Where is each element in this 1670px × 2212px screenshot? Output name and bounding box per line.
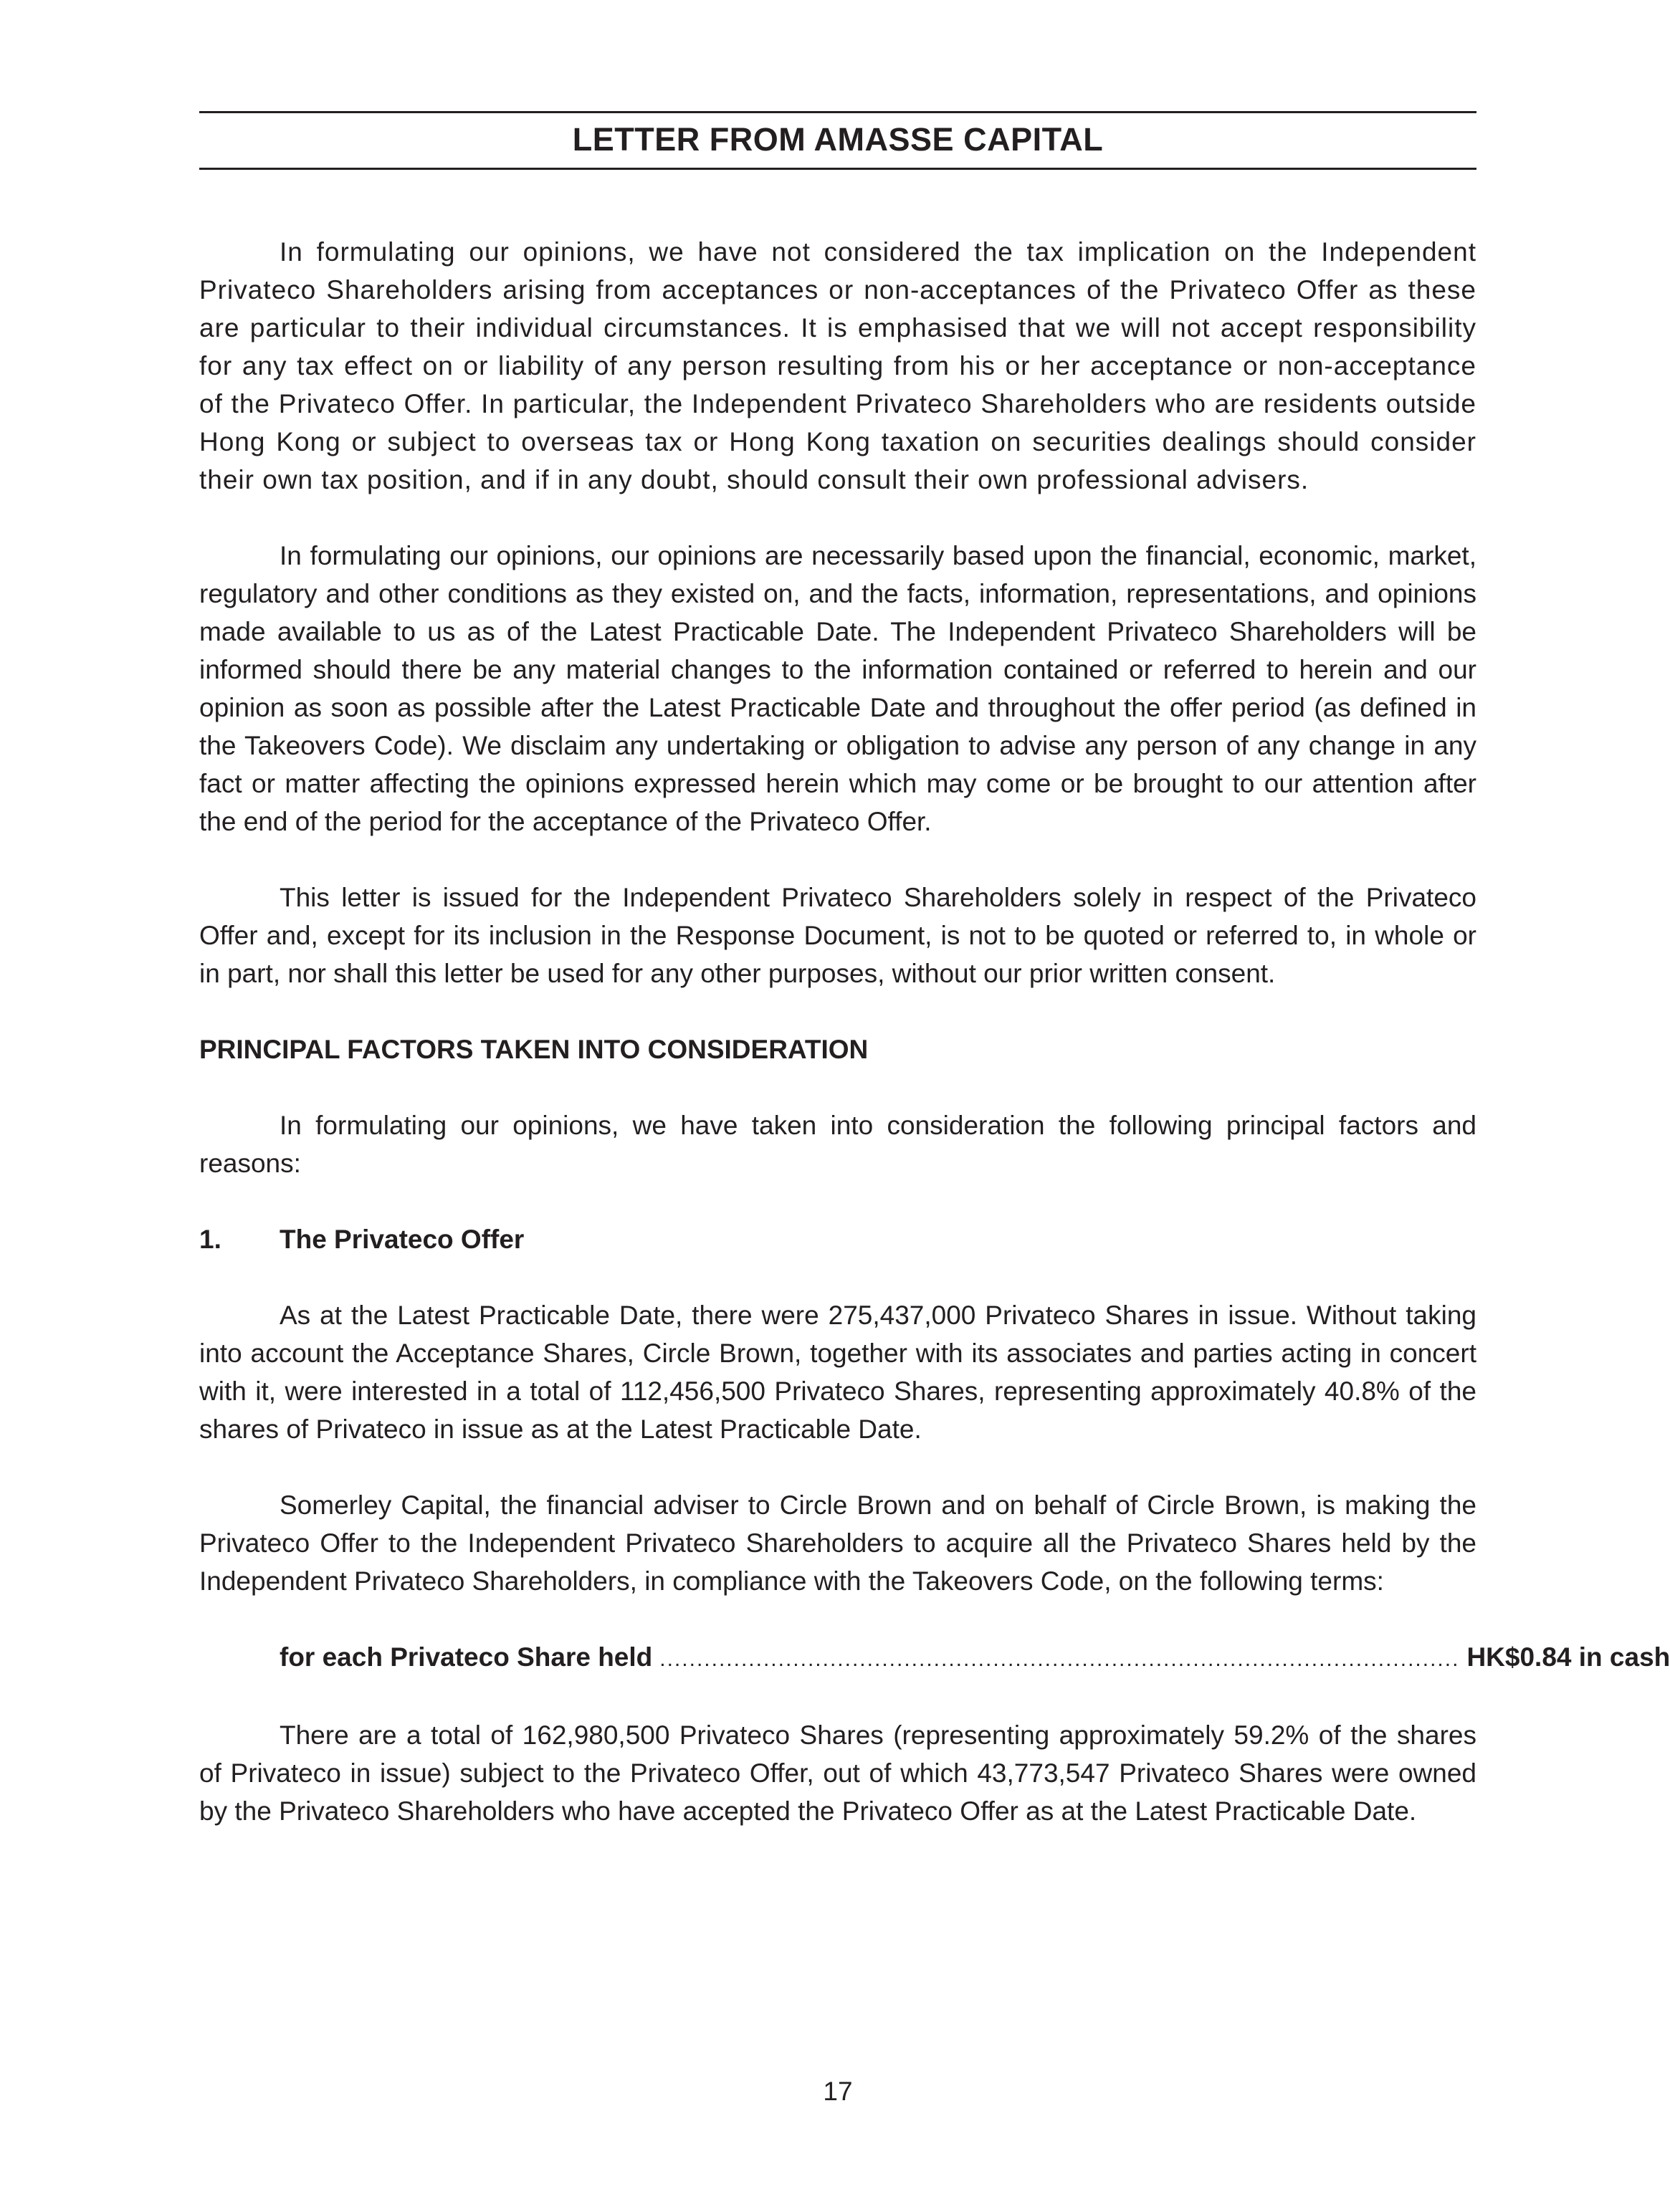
paragraph-shares-subject-to-offer: There are a total of 162,980,500 Privateco Shares (representing approximately 59.2% of the shares of Privateco in issue) subject to the Privateco Offer, out of which 43,773,547 Privateco Shares were owned by the Privateco Shareholders who have accepted the Privateco Offer as at the Latest Practicable Date. [199, 1720, 1476, 1826]
paragraph-basis-of-opinion: In formulating our opinions, our opinions are necessarily based upon the financial, economic, market, regulatory and other conditions as they existed on, and the facts, information, representations, and opinions made available to us as of the Latest Practicable Date. The Independent Privateco Shareholders will be informed should there be any material changes to the information contained or referred to herein and our opinion as soon as possible after the Latest Practicable Date and throughout the offer period (as defined in the Takeovers Code). We disclaim any undertaking or obligation to advise any person of any change in any fact or matter affecting the opinions expressed herein which may come or be brought to our attention after the end of the period for the acceptance of the Privateco Offer. [199, 541, 1476, 836]
item-heading [199, 1220, 1476, 1258]
section-title: PRINCIPAL FACTORS TAKEN INTO CONSIDERATION [199, 1035, 869, 1064]
item-title: The Privateco Offer [280, 1225, 525, 1254]
paragraph-offer-terms-intro: Somerley Capital, the financial adviser to Circle Brown and on behalf of Circle Brown, is making the Privateco Offer to the Independent Privateco Shareholders to acquire all the Privateco Shares held by the Independent Privateco Shareholders, in compliance with the Takeovers Code, on the following terms: [199, 1490, 1476, 1596]
page-number: 17 [823, 2077, 853, 2106]
offer-price: HK$0.84 in cash [1466, 1642, 1670, 1672]
offer-terms-line [280, 1638, 1670, 1678]
paragraph-tax-implication: In formulating our opinions, we have not considered the tax implication on the Independent Privateco Shareholders arising from acceptances or non-acceptances of the Privateco Offer as these are particular to their individual circumstances. It is emphasised that we will not accept responsibility for any tax effect on or liability of any person resulting from his or her acceptance or non-acceptance of the Privateco Offer. In particular, the Independent Privateco Shareholders who are residents outside Hong Kong or subject to overseas tax or Hong Kong taxation on securities dealings should consider their own tax position, and if in any doubt, should consult their own professional advisers. [199, 237, 1476, 494]
item-number: 1. [199, 1225, 221, 1254]
offer-terms-label: for each Privateco Share held [280, 1642, 653, 1672]
paragraph-letter-usage: This letter is issued for the Independent Privateco Shareholders solely in respect of the Privateco Offer and, except for its inclusion in the Response Document, is not to be quoted or referred to, in whole or in part, nor shall this letter be used for any other purposes, without our prior written consent. [199, 883, 1476, 988]
header-top-rule [199, 111, 1476, 113]
paragraph-principal-factors: In formulating our opinions, we have taken into consideration the following principal factors and reasons: [199, 1111, 1476, 1178]
header-bottom-rule [199, 168, 1476, 170]
dot-leader: ............................................................................................................ [659, 1647, 1460, 1671]
paragraph-shares-in-issue: As at the Latest Practicable Date, there were 275,437,000 Privateco Shares in issue. Without taking into account the Acceptance Shares, Circle Brown, together with its associates and parties acting in concert with it, were interested in a total of 112,456,500 Privateco Shares, representing approximately 40.8% of the shares of Privateco in issue as at the Latest Practicable Date. [199, 1301, 1476, 1444]
page-heading: LETTER FROM AMASSE CAPITAL [572, 121, 1104, 158]
letter-body [199, 233, 1670, 1830]
